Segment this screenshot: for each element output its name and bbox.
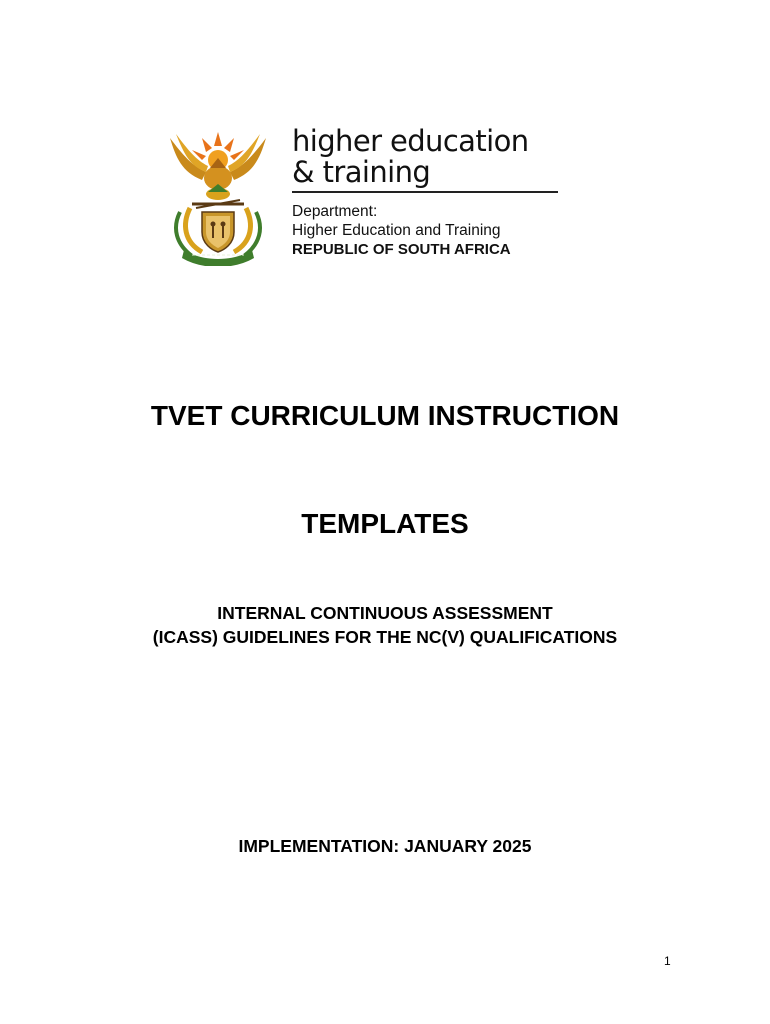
country-name: REPUBLIC OF SOUTH AFRICA (292, 241, 511, 258)
department-label: Department: (292, 203, 378, 220)
wordmark-line-1: higher education (292, 124, 529, 158)
page-number: 1 (664, 954, 671, 968)
department-wordmark (292, 126, 562, 259)
document-subtitle (0, 601, 770, 649)
wordmark-divider (292, 191, 558, 193)
implementation-date: IMPLEMENTATION: JANUARY 2025 (238, 836, 532, 856)
subtitle-line-2: (ICASS) GUIDELINES FOR THE NC(V) QUALIFICATIONS (152, 627, 618, 647)
wordmark-line-2: & training (292, 155, 431, 189)
document-title-secondary: TEMPLATES (301, 508, 469, 539)
department-name: Higher Education and Training (292, 222, 501, 239)
subtitle-line-1: INTERNAL CONTINUOUS ASSESSMENT (217, 603, 553, 623)
coat-of-arms-icon (162, 128, 274, 266)
document-title: TVET CURRICULUM INSTRUCTION (150, 400, 620, 431)
department-details (292, 202, 562, 259)
